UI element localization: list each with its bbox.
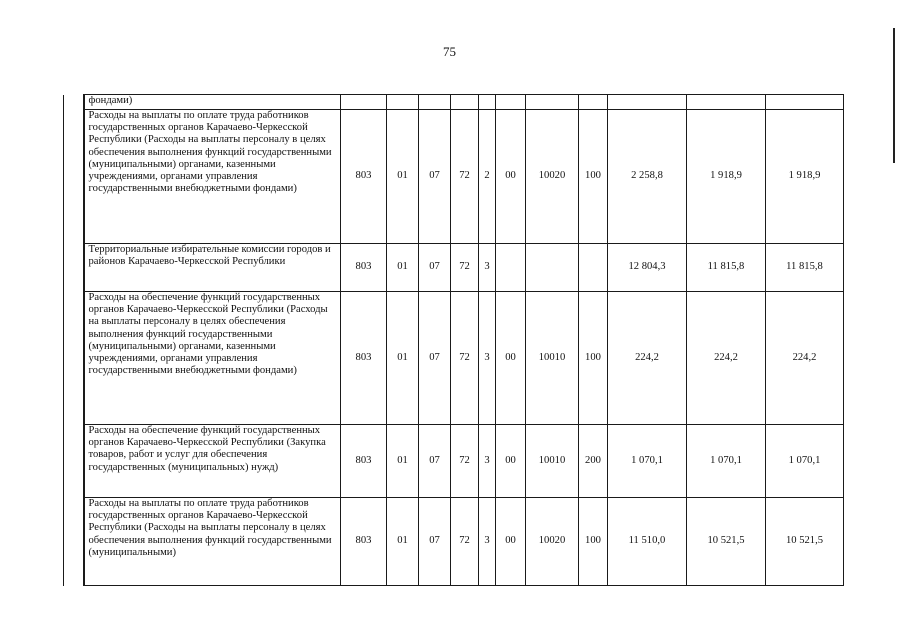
- amount-year-1-cell: [608, 95, 687, 110]
- amount-year-1-cell: 224,2: [608, 292, 687, 425]
- direction-code-cell: 10020: [526, 498, 579, 586]
- direction-code-cell: 10020: [526, 110, 579, 244]
- section-code-cell: [387, 95, 419, 110]
- table-row: [64, 244, 844, 292]
- direction-code-cell: 10010: [526, 425, 579, 498]
- table-row: [64, 95, 844, 110]
- main-event-code-cell: 00: [496, 292, 526, 425]
- amount-year-2-cell: 11 815,8: [687, 244, 766, 292]
- program-code-cell: 72: [451, 110, 479, 244]
- amount-year-3-cell: 1 918,9: [766, 110, 844, 244]
- direction-code-cell: [526, 95, 579, 110]
- amount-year-2-cell: 224,2: [687, 292, 766, 425]
- subprogram-code-cell: 3: [479, 292, 496, 425]
- expense-type-code-cell: [579, 244, 608, 292]
- program-code-cell: 72: [451, 244, 479, 292]
- amount-year-2-cell: 10 521,5: [687, 498, 766, 586]
- subprogram-code-cell: [479, 95, 496, 110]
- subsection-code-cell: 07: [419, 244, 451, 292]
- section-code-cell: 01: [387, 292, 419, 425]
- table-row: [64, 110, 844, 244]
- main-event-code-cell: 00: [496, 425, 526, 498]
- ministry-code-cell: 803: [341, 244, 387, 292]
- expense-name-cell: Расходы на выплаты по оплате труда работников государственных органов Карачаево-Черкесской Республики (Расходы на выплаты персоналу в целях обеспечения выполнения функций государственными (муниципальными): [84, 498, 341, 586]
- ministry-code-cell: 803: [341, 425, 387, 498]
- subprogram-code-cell: 3: [479, 425, 496, 498]
- amount-year-3-cell: 10 521,5: [766, 498, 844, 586]
- expense-type-code-cell: 200: [579, 425, 608, 498]
- subprogram-code-cell: 3: [479, 244, 496, 292]
- direction-code-cell: 10010: [526, 292, 579, 425]
- subsection-code-cell: 07: [419, 110, 451, 244]
- row-number-cell: [64, 110, 84, 244]
- table-row: [64, 498, 844, 586]
- table-row: [64, 292, 844, 425]
- subsection-code-cell: 07: [419, 292, 451, 425]
- program-code-cell: 72: [451, 425, 479, 498]
- row-number-cell: [64, 244, 84, 292]
- scan-edge-mark: [893, 28, 895, 163]
- section-code-cell: 01: [387, 110, 419, 244]
- amount-year-3-cell: 11 815,8: [766, 244, 844, 292]
- amount-year-2-cell: 1 070,1: [687, 425, 766, 498]
- section-code-cell: 01: [387, 498, 419, 586]
- amount-year-3-cell: [766, 95, 844, 110]
- amount-year-3-cell: 1 070,1: [766, 425, 844, 498]
- expense-type-code-cell: 100: [579, 292, 608, 425]
- section-code-cell: 01: [387, 244, 419, 292]
- expense-type-code-cell: 100: [579, 110, 608, 244]
- program-code-cell: 72: [451, 292, 479, 425]
- main-event-code-cell: 00: [496, 110, 526, 244]
- expense-name-cell: Расходы на выплаты по оплате труда работников государственных органов Карачаево-Черкесской Республики (Расходы на выплаты персоналу в целях обеспечения выполнения функций государственными (муниципальными) органами, казенными учреждениями, органами управления государственными внебюджетными фондами): [84, 110, 341, 244]
- table-row: [64, 425, 844, 498]
- expense-name-cell: Территориальные избирательные комиссии городов и районов Карачаево-Черкесской Республики: [84, 244, 341, 292]
- subsection-code-cell: 07: [419, 498, 451, 586]
- ministry-code-cell: 803: [341, 498, 387, 586]
- amount-year-3-cell: 224,2: [766, 292, 844, 425]
- expense-name-cell: Расходы на обеспечение функций государственных органов Карачаево-Черкесской Республики (Закупка товаров, работ и услуг для обеспечения государственных (муниципальных) нужд): [84, 425, 341, 498]
- main-event-code-cell: 00: [496, 498, 526, 586]
- section-code-cell: 01: [387, 425, 419, 498]
- ministry-code-cell: [341, 95, 387, 110]
- expense-name-cell: Расходы на обеспечение функций государственных органов Карачаево-Черкесской Республики (Расходы на выплаты персоналу в целях обеспечения выполнения функций государственными (муниципальными) органами, казенными учреждениями, органами управления государственными внебюджетными фондами): [84, 292, 341, 425]
- main-event-code-cell: [496, 244, 526, 292]
- amount-year-1-cell: 12 804,3: [608, 244, 687, 292]
- amount-year-1-cell: 11 510,0: [608, 498, 687, 586]
- amount-year-1-cell: 2 258,8: [608, 110, 687, 244]
- program-code-cell: 72: [451, 498, 479, 586]
- ministry-code-cell: 803: [341, 110, 387, 244]
- page-number: 75: [443, 44, 456, 59]
- row-number-cell: [64, 292, 84, 425]
- program-code-cell: [451, 95, 479, 110]
- budget-table: [63, 94, 844, 586]
- subprogram-code-cell: 2: [479, 110, 496, 244]
- subsection-code-cell: [419, 95, 451, 110]
- amount-year-1-cell: 1 070,1: [608, 425, 687, 498]
- subprogram-code-cell: 3: [479, 498, 496, 586]
- amount-year-2-cell: 1 918,9: [687, 110, 766, 244]
- expense-name-cell: фондами): [84, 95, 341, 110]
- direction-code-cell: [526, 244, 579, 292]
- ministry-code-cell: 803: [341, 292, 387, 425]
- expense-type-code-cell: [579, 95, 608, 110]
- main-event-code-cell: [496, 95, 526, 110]
- subsection-code-cell: 07: [419, 425, 451, 498]
- row-number-cell: [64, 498, 84, 586]
- row-number-cell: [64, 95, 84, 110]
- row-number-cell: [64, 425, 84, 498]
- expense-type-code-cell: 100: [579, 498, 608, 586]
- amount-year-2-cell: [687, 95, 766, 110]
